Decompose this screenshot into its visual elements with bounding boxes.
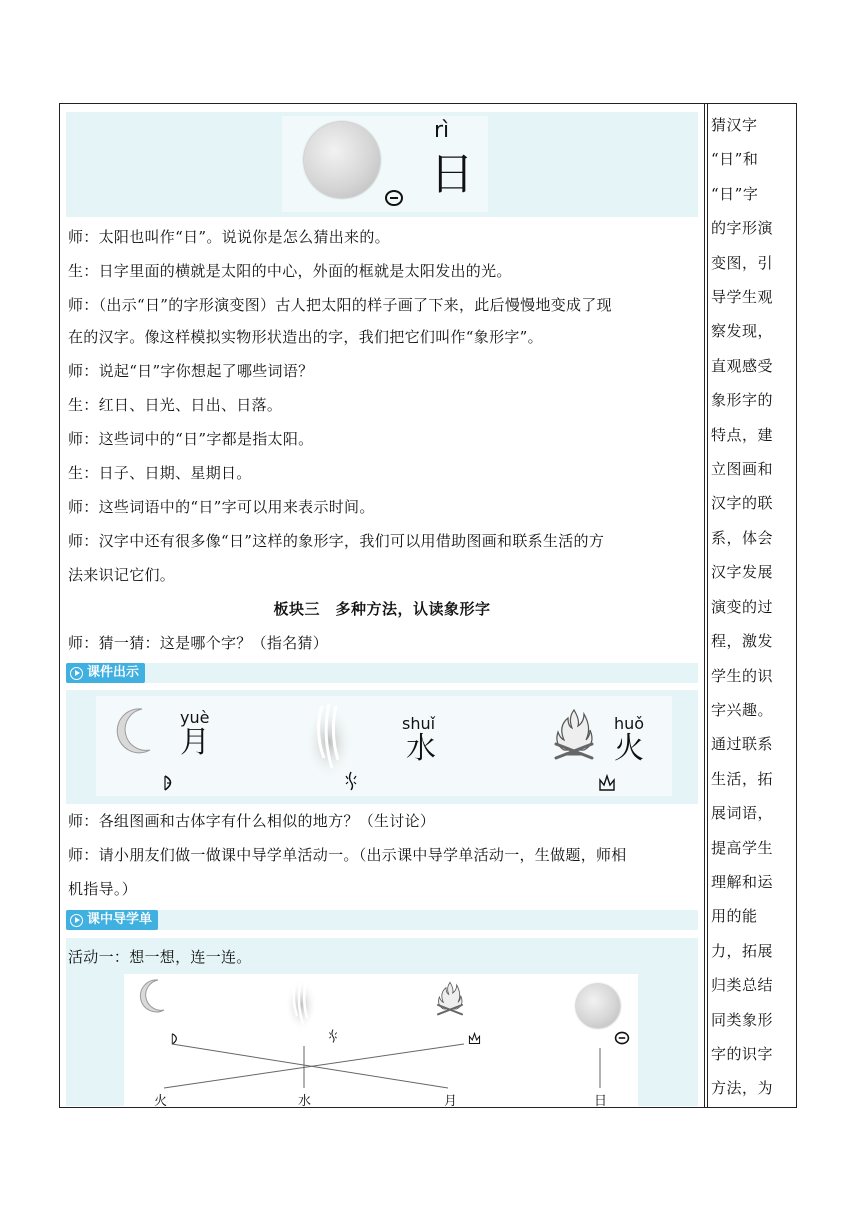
matching-lines bbox=[124, 1038, 638, 1090]
side-note-line: 同类象形 bbox=[711, 1010, 774, 1029]
play-icon bbox=[70, 914, 83, 927]
match-char-yue: 月 bbox=[444, 1094, 458, 1109]
shui-character: 水 bbox=[406, 731, 436, 766]
side-notes bbox=[711, 108, 793, 1106]
yue-pinyin: yuè bbox=[180, 708, 210, 727]
side-note-line: 的字形演 bbox=[711, 219, 774, 238]
side-note-line: 通过联系 bbox=[711, 735, 774, 754]
side-note-line: 演变的过 bbox=[711, 597, 774, 616]
crescent-moon-icon bbox=[138, 978, 166, 1014]
yue-character: 月 bbox=[180, 725, 210, 760]
paragraph-line: 师：说起“日”字你想起了哪些词语？ bbox=[68, 362, 314, 380]
main-column bbox=[66, 104, 698, 1107]
side-note-line: 展词语， bbox=[711, 804, 774, 823]
match-char-shui: 水 bbox=[298, 1094, 312, 1109]
match-char-ri: 日 bbox=[594, 1094, 608, 1109]
side-note-line: 字的识字 bbox=[711, 1044, 774, 1063]
ancient-shui-glyph bbox=[344, 770, 358, 792]
campfire-icon bbox=[434, 978, 466, 1016]
side-note-line: 变图，引 bbox=[711, 253, 774, 272]
side-note-line: 理解和运 bbox=[711, 872, 774, 891]
sun-panel bbox=[66, 112, 698, 217]
side-note-line: 学生的识 bbox=[711, 666, 774, 685]
side-note-line: 特点，建 bbox=[711, 425, 774, 444]
ri-character: 日 bbox=[430, 149, 474, 200]
side-note-line: “日”和 bbox=[711, 150, 759, 169]
ancient-ri-glyph bbox=[384, 188, 404, 208]
side-note-line: 汉字发展 bbox=[711, 563, 774, 582]
side-note-line: 用的能 bbox=[711, 907, 758, 926]
pictograph-panel bbox=[66, 690, 698, 804]
paragraph-line: 师：（出示“日”的字形演变图）古人把太阳的样子画了下来，此后慢慢地变成了现 bbox=[68, 296, 612, 314]
play-icon bbox=[70, 667, 83, 680]
paragraph-line: 师：这些词语中的“日”字可以用来表示时间。 bbox=[68, 498, 375, 516]
paragraph-line: 在的汉字。像这样模拟实物形状造出的字，我们把它们叫作“象形字”。 bbox=[68, 328, 543, 346]
match-char-huo: 火 bbox=[154, 1094, 168, 1109]
sun-picture bbox=[304, 122, 380, 198]
side-note-line: 察发现， bbox=[711, 322, 774, 341]
side-note-line: “日”字 bbox=[711, 184, 759, 203]
campfire-icon bbox=[550, 704, 598, 760]
activity-line: 机指导。） bbox=[68, 880, 138, 898]
shui-pinyin: shuǐ bbox=[402, 714, 436, 733]
waterfall-icon bbox=[304, 702, 354, 780]
section-heading: 板块三 多种方法，认读象形字 bbox=[273, 600, 491, 618]
sun-picture bbox=[576, 984, 620, 1028]
ri-pinyin: rì bbox=[434, 118, 450, 143]
huo-character: 火 bbox=[614, 731, 644, 766]
side-note-line: 汉字的联 bbox=[711, 494, 774, 513]
paragraph-line: 生：日字里面的横就是太阳的中心，外面的框就是太阳发出的光。 bbox=[68, 262, 512, 280]
side-note-line: 导学生观 bbox=[711, 288, 774, 307]
lesson-table bbox=[59, 103, 797, 1108]
courseware-tag bbox=[66, 663, 145, 683]
worksheet-tag-label: 课中导学单 bbox=[87, 912, 153, 927]
side-note-line: 归类总结 bbox=[711, 976, 774, 995]
huo-pinyin: huǒ bbox=[614, 714, 645, 733]
side-note-line: 直观感受 bbox=[711, 356, 774, 375]
side-note-line: 方法，为 bbox=[711, 1079, 774, 1098]
side-note-line: 系，体会 bbox=[711, 528, 774, 547]
activity-title: 活动一：想一想，连一连。 bbox=[68, 948, 252, 966]
ancient-huo-glyph bbox=[598, 774, 616, 792]
worksheet-tag-bar bbox=[66, 910, 698, 930]
courseware-tag-bar bbox=[66, 663, 698, 683]
side-note-line: 提高学生 bbox=[711, 838, 774, 857]
side-note-line: 生活，拓 bbox=[711, 769, 774, 788]
guess-line: 师：猜一猜：这是哪个字？（指名猜） bbox=[68, 634, 329, 652]
side-note-line: 立图画和 bbox=[711, 460, 774, 479]
paragraph-line: 师：这些词中的“日”字都是指太阳。 bbox=[68, 430, 314, 448]
activity-line: 师：请小朋友们做一做课中导学单活动一。（出示课中导学单活动一，生做题，师相 bbox=[68, 846, 627, 864]
activity-panel bbox=[66, 938, 698, 1109]
waterfall-icon bbox=[284, 978, 318, 1032]
discuss-line: 师：各组图画和古体字有什么相似的地方？（生讨论） bbox=[68, 812, 436, 830]
courseware-tag-label: 课件出示 bbox=[87, 665, 140, 680]
paragraph-line: 师：汉字中还有很多像“日”这样的象形字，我们可以用借助图画和联系生活的方 bbox=[68, 532, 605, 550]
side-note-line: 猜汉字 bbox=[711, 116, 758, 134]
worksheet-tag bbox=[66, 910, 158, 930]
side-note-line: 力，拓展 bbox=[711, 941, 774, 960]
paragraph-line: 生：日子、日期、星期日。 bbox=[68, 464, 252, 482]
paragraph-line: 法来识记它们。 bbox=[68, 566, 176, 584]
paragraph-line: 生：红日、日光、日出、日落。 bbox=[68, 396, 283, 414]
ancient-yue-glyph bbox=[162, 774, 178, 792]
side-note-line: 象形字的 bbox=[711, 391, 774, 410]
paragraph-line: 师：太阳也叫作“日”。说说你是怎么猜出来的。 bbox=[68, 228, 390, 246]
crescent-moon-icon bbox=[114, 706, 154, 756]
side-note-line: 程，激发 bbox=[711, 632, 774, 651]
side-note-line: 字兴趣。 bbox=[711, 700, 774, 719]
column-divider bbox=[704, 104, 708, 1107]
